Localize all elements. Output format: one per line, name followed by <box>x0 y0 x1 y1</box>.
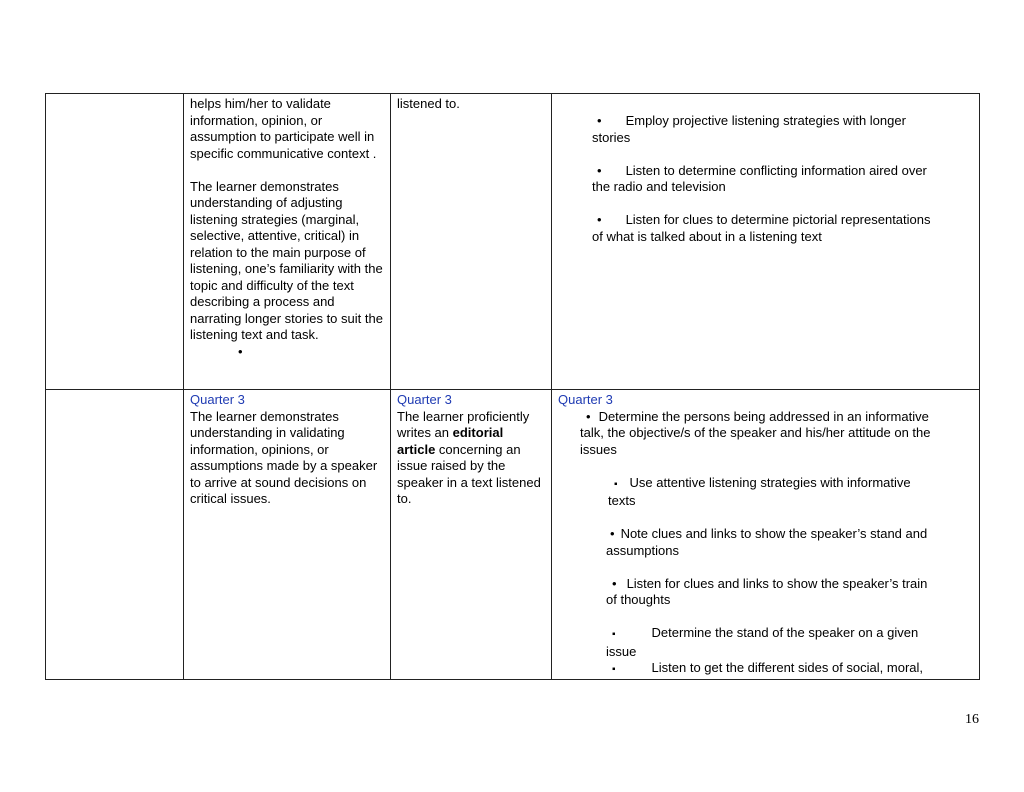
performance-standard-cell <box>391 390 552 680</box>
content-standard-cell <box>184 94 391 390</box>
curriculum-table <box>45 93 980 680</box>
competency-text: Note clues and links to show the speaker’s stand and <box>620 526 928 541</box>
competency-text: Determine the stand of the speaker on a given <box>651 625 919 640</box>
competency-text: stories <box>592 129 631 145</box>
list-item <box>558 625 973 660</box>
competency-text: talk, the objective/s of the speaker and his/her attitude on the <box>580 425 931 440</box>
competency-text: texts <box>608 493 636 508</box>
page-number: 16 <box>965 712 979 727</box>
competency-text: issue <box>606 643 637 659</box>
performance-standard-cell <box>391 94 552 390</box>
list-item <box>592 113 973 146</box>
competency-text: assumptions <box>606 542 679 558</box>
content-standard-text: The learner demonstrates understanding of adjusting listening strategies (marginal, selective, attentive, critical) in relation to the main purpose of listening, one’s familiarity with the topic and difficulty of the text describing a process and narrating longer stories to suit the listening text and task. <box>190 178 383 342</box>
performance-standard-text: The learner proficiently writes an editorial article concerning an issue raised by the speaker in a text listened to. <box>397 408 541 506</box>
square-bullet-marker: ▪ <box>614 478 618 490</box>
performance-standard-text: listened to. <box>397 96 460 111</box>
competency-text: Listen to determine conflicting information aired over <box>625 162 927 178</box>
square-bullet-marker: ▪ <box>612 664 616 675</box>
list-item <box>558 576 973 609</box>
list-item <box>558 526 973 559</box>
square-bullet-marker: ▪ <box>612 629 616 640</box>
list-item <box>592 163 973 196</box>
competency-text: issues <box>580 441 617 457</box>
bullet-marker: • <box>597 212 602 227</box>
content-standard-text: helps him/her to validate information, opinion, or assumption to participate well in specific communicative context . <box>190 96 377 161</box>
bullet-marker: • <box>586 408 591 424</box>
bullet-marker: • <box>612 575 617 591</box>
quarter-label: Quarter 3 <box>397 392 452 407</box>
blank-cell <box>46 390 184 680</box>
bullet-marker: • <box>238 343 243 359</box>
content-standard-cell <box>184 390 391 680</box>
competency-text: Listen for clues and links to show the speaker’s train <box>626 575 928 591</box>
table-row <box>46 390 980 680</box>
competency-text: Employ projective listening strategies with longer <box>625 113 906 128</box>
list-item <box>558 660 973 679</box>
list-item <box>558 409 973 459</box>
competency-text: of thoughts <box>606 592 671 607</box>
competency-text: Listen for clues to determine pictorial representations <box>625 212 931 227</box>
competency-text: Listen to get the different sides of social, moral, <box>651 660 924 675</box>
bullet-marker: • <box>597 162 602 178</box>
quarter-label: Quarter 3 <box>558 392 613 407</box>
emphasis-text: editorial article <box>397 425 504 457</box>
learning-competencies-cell <box>552 390 980 680</box>
list-item <box>592 212 973 245</box>
blank-cell <box>46 94 184 390</box>
competency-text: the radio and television <box>592 179 726 194</box>
competency-text: Use attentive listening strategies with informative <box>629 474 911 490</box>
competency-text: Determine the persons being addressed in an informative <box>598 408 929 424</box>
list-item <box>558 475 973 510</box>
content-standard-text: The learner demonstrates understanding in validating information, opinions, or assumptions made by a speaker to arrive at sound decisions on critical issues. <box>190 408 378 506</box>
table-row <box>46 94 980 390</box>
competency-text: of what is talked about in a listening text <box>592 228 822 244</box>
quarter-label: Quarter 3 <box>190 392 245 407</box>
bullet-marker: • <box>597 113 602 128</box>
learning-competencies-cell <box>552 94 980 390</box>
bullet-marker: • <box>610 526 615 541</box>
